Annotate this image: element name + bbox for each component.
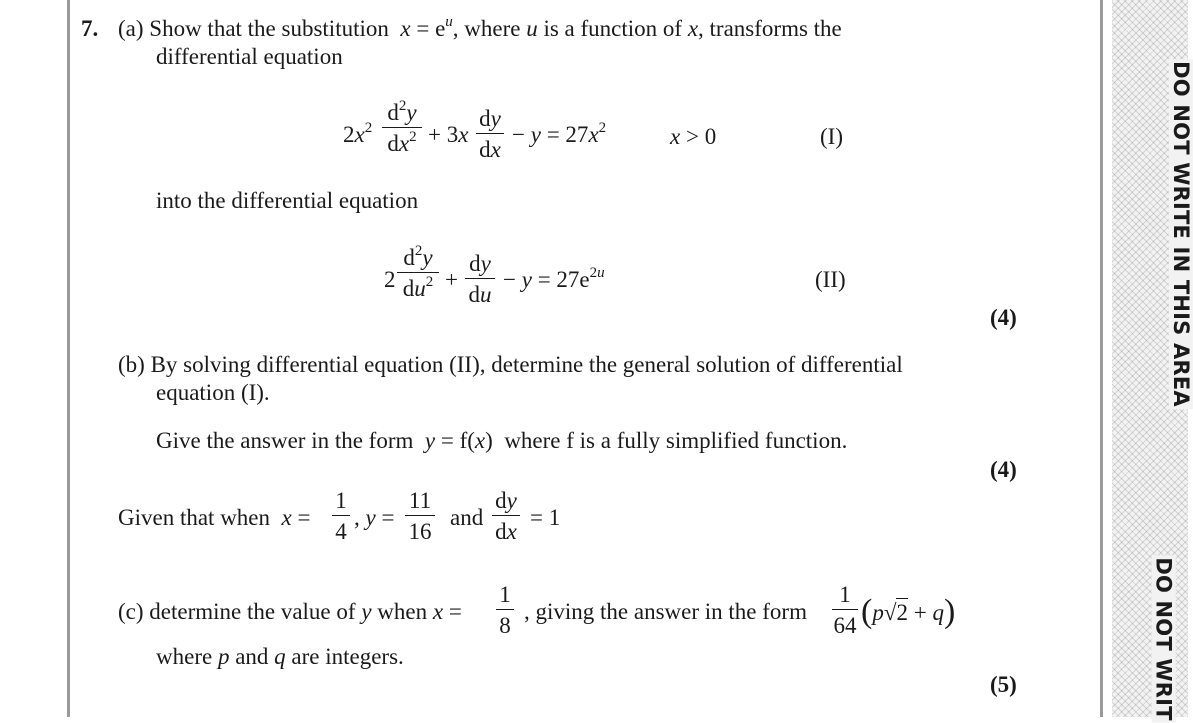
question-number: 7. <box>81 16 99 41</box>
part-a-line-1: (a) Show that the substitution $x = e^u$, where u is a function of x, transforms the <box>118 14 842 41</box>
part-a-label: (a) <box>118 16 144 41</box>
part-b-answer-form: Give the answer in the form y = f(x) where f is a fully simplified function. <box>156 428 848 453</box>
given-text: Given that when <box>118 505 271 530</box>
part-b-marks: (4) <box>990 457 1017 482</box>
margin-strip <box>1112 0 1193 721</box>
margin-warning-bottom: DO NOT WRIT <box>1151 557 1176 721</box>
part-b-line-2: equation (I). <box>156 380 270 405</box>
part-c-marks: (5) <box>990 672 1017 697</box>
part-c-line-2: where p and q are integers. <box>156 644 404 669</box>
part-b-label: (b) <box>118 352 145 377</box>
part-c-label: (c) <box>118 599 144 624</box>
part-a-line-2: differential equation <box>156 44 343 69</box>
margin-warning-top: DO NOT WRITE IN THIS AREA <box>1168 61 1193 407</box>
into-text: into the differential equation <box>156 188 419 213</box>
equation-2-label: (II) <box>815 267 846 292</box>
part-b-line-1: (b) By solving differential equation (II), determine the general solution of differential <box>118 352 903 377</box>
equation-1-label: (I) <box>820 124 843 149</box>
part-a-marks: (4) <box>990 305 1017 330</box>
